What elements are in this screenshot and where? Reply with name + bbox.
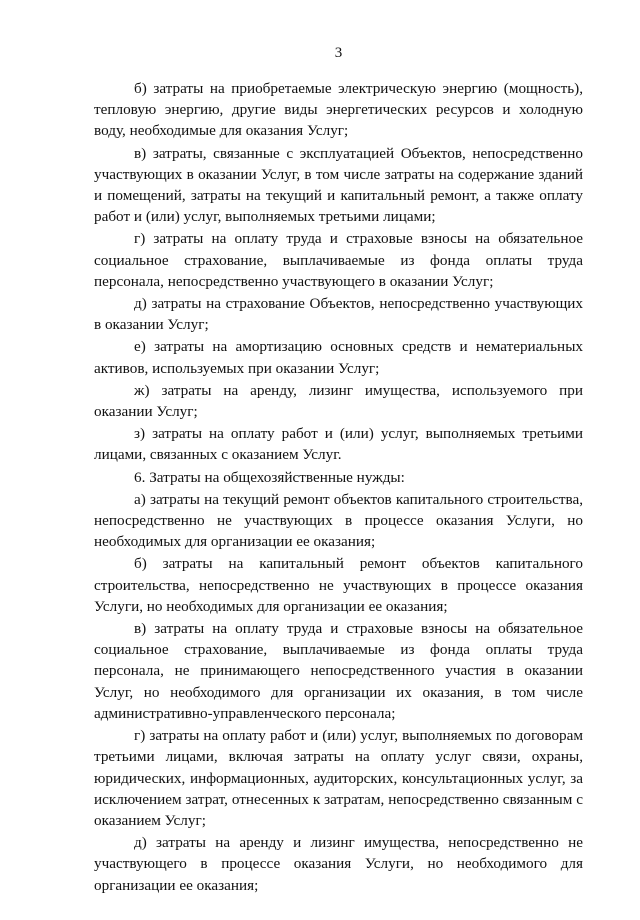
section-6-heading: 6. Затраты на общехозяйственные нужды: [134, 468, 405, 486]
paragraph-g-contracted-services: г) затраты на оплату работ и (или) услуг, выполняемых по договорам третьими лицами, включая затраты на оплату услуг связи, охраны, юридических, информационных, аудиторских, консультационных услуг, за исключением затрат, отнесенных к затратам, непосредственно связанным с оказанием Услуг; [94, 727, 583, 829]
paragraph-b-energy: б) затраты на приобретаемые электрическую энергию (мощность), тепловую энергию, другие виды энергетических ресурсов и холодную воду, необходимые для оказания Услуг; [94, 80, 583, 140]
page-number: 3 [334, 45, 343, 61]
paragraph-d-insurance: д) затраты на страхование Объектов, непосредственно участвующих в оказании Услуг; [94, 295, 583, 334]
paragraph-g-labor: г) затраты на оплату труда и страховые взносы на обязательное социальное страхование, выплачиваемые из фонда оплаты труда персонала, непосредственно участвующего в оказании Услуг; [94, 230, 583, 290]
paragraph-z-third-party: з) затраты на оплату работ и (или) услуг, выполняемых третьими лицами, связанных с оказанием Услуг. [94, 425, 583, 464]
paragraph-zh-lease: ж) затраты на аренду, лизинг имущества, используемого при оказании Услуг; [94, 381, 583, 421]
paragraph-a-current-repair: а) затраты на текущий ремонт объектов капитального строительства, непосредственно не участвующих в процессе оказания Услуги, но необходимых для организации ее оказания; [94, 490, 583, 551]
paragraph-v-admin-labor: в) затраты на оплату труда и страховые взносы на обязательное социальное страхование, выплачиваемые из фонда оплаты труда персонала, не принимающего непосредственного участия в оказании Услуг, но необходимого для организации их оказания, в том числе административно-управленческого персонала; [94, 620, 583, 722]
paragraph-b-capital-repair: б) затраты на капитальный ремонт объектов капитального строительства, непосредственно не участвующих в процессе оказания Услуги, но необходимых для организации ее оказания; [94, 555, 583, 615]
paragraph-v-exploitation: в) затраты, связанные с эксплуатацией Объектов, непосредственно участвующих в оказании Услуг, в том числе затраты на содержание зданий и помещений, затраты на текущий и капитальный ремонт, а также оплату работ и (или) услуг, выполняемых третьими лицами; [94, 144, 583, 226]
paragraph-d-lease-general: д) затраты на аренду и лизинг имущества, непосредственно не участвующего в процессе оказания Услуги, но необходимого для организации ее оказания; [94, 834, 583, 894]
paragraph-e-depreciation: е) затраты на амортизацию основных средств и нематериальных активов, используемых при оказании Услуг; [94, 338, 583, 377]
